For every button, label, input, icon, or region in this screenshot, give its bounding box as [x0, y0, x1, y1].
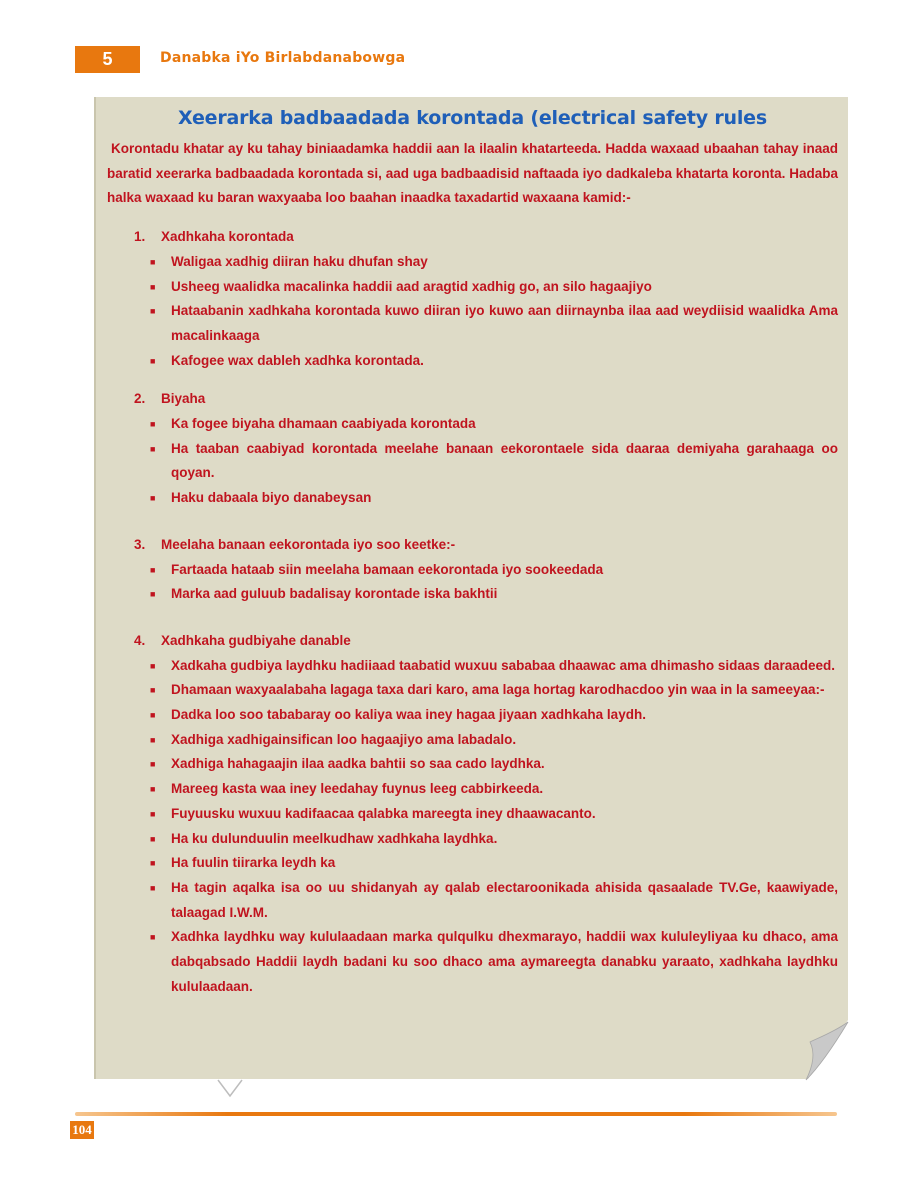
section-1 — [107, 225, 838, 373]
list-item — [107, 827, 838, 852]
list-item-text: Xadhka laydhku way kululaadaan marka qulqulku dhexmarayo, haddii wax kululeyliyaa ku dhaco, ama dabqabsado Haddii laydh badani ku soo dhaco ama aymareegta danabku yaraato, xadhkaha laydhku kululaadaan. — [171, 929, 838, 994]
square-bullet-icon: ■ — [150, 858, 156, 869]
square-bullet-icon: ■ — [150, 808, 156, 819]
section-title-text: Xadhkaha korontada — [161, 229, 294, 245]
list-item — [107, 925, 838, 999]
square-bullet-icon: ■ — [150, 493, 156, 504]
list-item — [107, 486, 838, 511]
list-item — [107, 437, 838, 486]
list-item — [107, 678, 838, 703]
list-item-text: Ha tagin aqalka isa oo uu shidanyah ay qalab electaroonikada ahisida qasaalade TV.Ge, kaawiyade, talaagad I.W.M. — [171, 879, 838, 920]
square-bullet-icon: ■ — [150, 932, 156, 943]
section-title — [107, 225, 838, 250]
section-4 — [107, 629, 838, 1000]
square-bullet-icon: ■ — [150, 281, 156, 292]
square-bullet-icon: ■ — [150, 443, 156, 454]
list-item — [107, 582, 838, 607]
list-item-text: Ka fogee biyaha dhamaan caabiyada korontada — [171, 416, 476, 432]
list-item — [107, 876, 838, 925]
section-2 — [107, 387, 838, 511]
list-item-text: Usheeg waalidka macalinka haddii aad aragtid xadhig go, an silo hagaajiyo — [171, 278, 652, 294]
square-bullet-icon: ■ — [150, 564, 156, 575]
intro-paragraph: Korontadu khatar ay ku tahay biniaadamka haddii aan la ilaalin khatarteeda. Hadda waxaad ubaahan tahay inaad baratid xeerarka badbaadada korontada si, aad uga badbaadisid naftaada iyo dadkaleba khatarta koronta. Hadaba halka waxaad ku baran waxyaaba loo baahan inaadka taxadartid waxaana kamid:- — [107, 141, 838, 206]
chapter-number-badge: 5 — [75, 46, 140, 73]
square-bullet-icon: ■ — [150, 734, 156, 745]
section-title-text: Biyaha — [161, 391, 206, 407]
section-title — [107, 387, 838, 412]
section-title-text: Meelaha banaan eekorontada iyo soo keetke:- — [161, 536, 456, 552]
list-item-text: Haku dabaala biyo danabeysan — [171, 490, 372, 506]
list-item-text: Dhamaan waxyaalabaha lagaga taxa dari karo, ama laga hortag karodhacdoo yin waa in la sameeyaa:- — [171, 682, 825, 698]
list-item-text: Hataabanin xadhkaha korontada kuwo diiran iyo kuwo aan diirnaynba ilaa aad weydiisid waalidka Ama macalinkaaga — [171, 303, 838, 343]
section-number: 4. — [134, 632, 146, 648]
list-item-text: Marka aad guluub badalisay korontade iska bakhtii — [171, 586, 498, 602]
notch-decoration — [216, 1078, 244, 1100]
section-title — [107, 629, 838, 654]
square-bullet-icon: ■ — [150, 685, 156, 696]
list-item — [107, 703, 838, 728]
list-item — [107, 851, 838, 876]
list-item-text: Fuyuusku wuxuu kadifaacaa qalabka mareegta iney dhaawacanto. — [171, 805, 596, 821]
article — [107, 103, 838, 1000]
page-curl-decoration — [790, 1020, 850, 1082]
section-title-text: Xadhkaha gudbiyahe danable — [161, 632, 351, 648]
list-item — [107, 558, 838, 583]
section-number: 1. — [134, 229, 146, 245]
section-3 — [107, 533, 838, 607]
list-item-text: Xadhiga xadhigainsifican loo hagaajiyo ama labadalo. — [171, 731, 517, 747]
bullet-list — [107, 558, 838, 607]
list-item — [107, 752, 838, 777]
section-number: 3. — [134, 536, 146, 552]
list-item-text: Xadhiga hahagaajin ilaa aadka bahtii so saa cado laydhka. — [171, 756, 545, 772]
square-bullet-icon: ■ — [150, 355, 156, 366]
list-item-text: Ha ku dulunduulin meelkudhaw xadhkaha laydhka. — [171, 830, 498, 846]
list-item-text: Xadkaha gudbiya laydhku hadiiaad taabatid wuxuu sababaa dhaawac ama dhimasho sidaas daraadeed. — [171, 657, 835, 673]
list-item — [107, 777, 838, 802]
bullet-list — [107, 654, 838, 1000]
square-bullet-icon: ■ — [150, 784, 156, 795]
list-item-text: Fartaada hataab siin meelaha bamaan eekorontada iyo sookeedada — [171, 561, 604, 577]
square-bullet-icon: ■ — [150, 833, 156, 844]
list-item-text: Ha fuulin tiirarka leydh ka — [171, 855, 336, 871]
page-number: 104 — [70, 1121, 94, 1139]
list-item — [107, 250, 838, 275]
list-item-text: Waligaa xadhig diiran haku dhufan shay — [171, 253, 428, 269]
square-bullet-icon: ■ — [150, 882, 156, 893]
square-bullet-icon: ■ — [150, 660, 156, 671]
list-item — [107, 349, 838, 374]
list-item — [107, 275, 838, 300]
list-item-text: Mareeg kasta waa iney leedahay fuynus leeg cabbirkeeda. — [171, 781, 544, 797]
square-bullet-icon: ■ — [150, 419, 156, 430]
list-item — [107, 299, 838, 348]
section-number: 2. — [134, 391, 146, 407]
square-bullet-icon: ■ — [150, 589, 156, 600]
list-item — [107, 654, 838, 679]
square-bullet-icon: ■ — [150, 256, 156, 267]
page-title: Xeerarka badbaadada korontada (electrical safety rules — [178, 107, 767, 129]
list-item-text: Kafogee wax dableh xadhka korontada. — [171, 352, 424, 368]
square-bullet-icon: ■ — [150, 306, 156, 317]
bullet-list — [107, 250, 838, 374]
chapter-title: Danabka iYo Birlabdanabowga — [160, 50, 406, 66]
square-bullet-icon: ■ — [150, 710, 156, 721]
footer-rule — [75, 1112, 837, 1116]
list-item-text: Ha taaban caabiyad korontada meelahe banaan eekorontaele sida daaraa demiyaha garahaaga oo qoyan. — [171, 440, 838, 481]
list-item-text: Dadka loo soo tababaray oo kaliya waa iney hagaa jiyaan xadhkaha laydh. — [171, 707, 646, 723]
bullet-list — [107, 412, 838, 511]
list-item — [107, 412, 838, 437]
square-bullet-icon: ■ — [150, 759, 156, 770]
section-title — [107, 533, 838, 558]
list-item — [107, 802, 838, 827]
sections-list — [107, 225, 838, 999]
list-item — [107, 728, 838, 753]
